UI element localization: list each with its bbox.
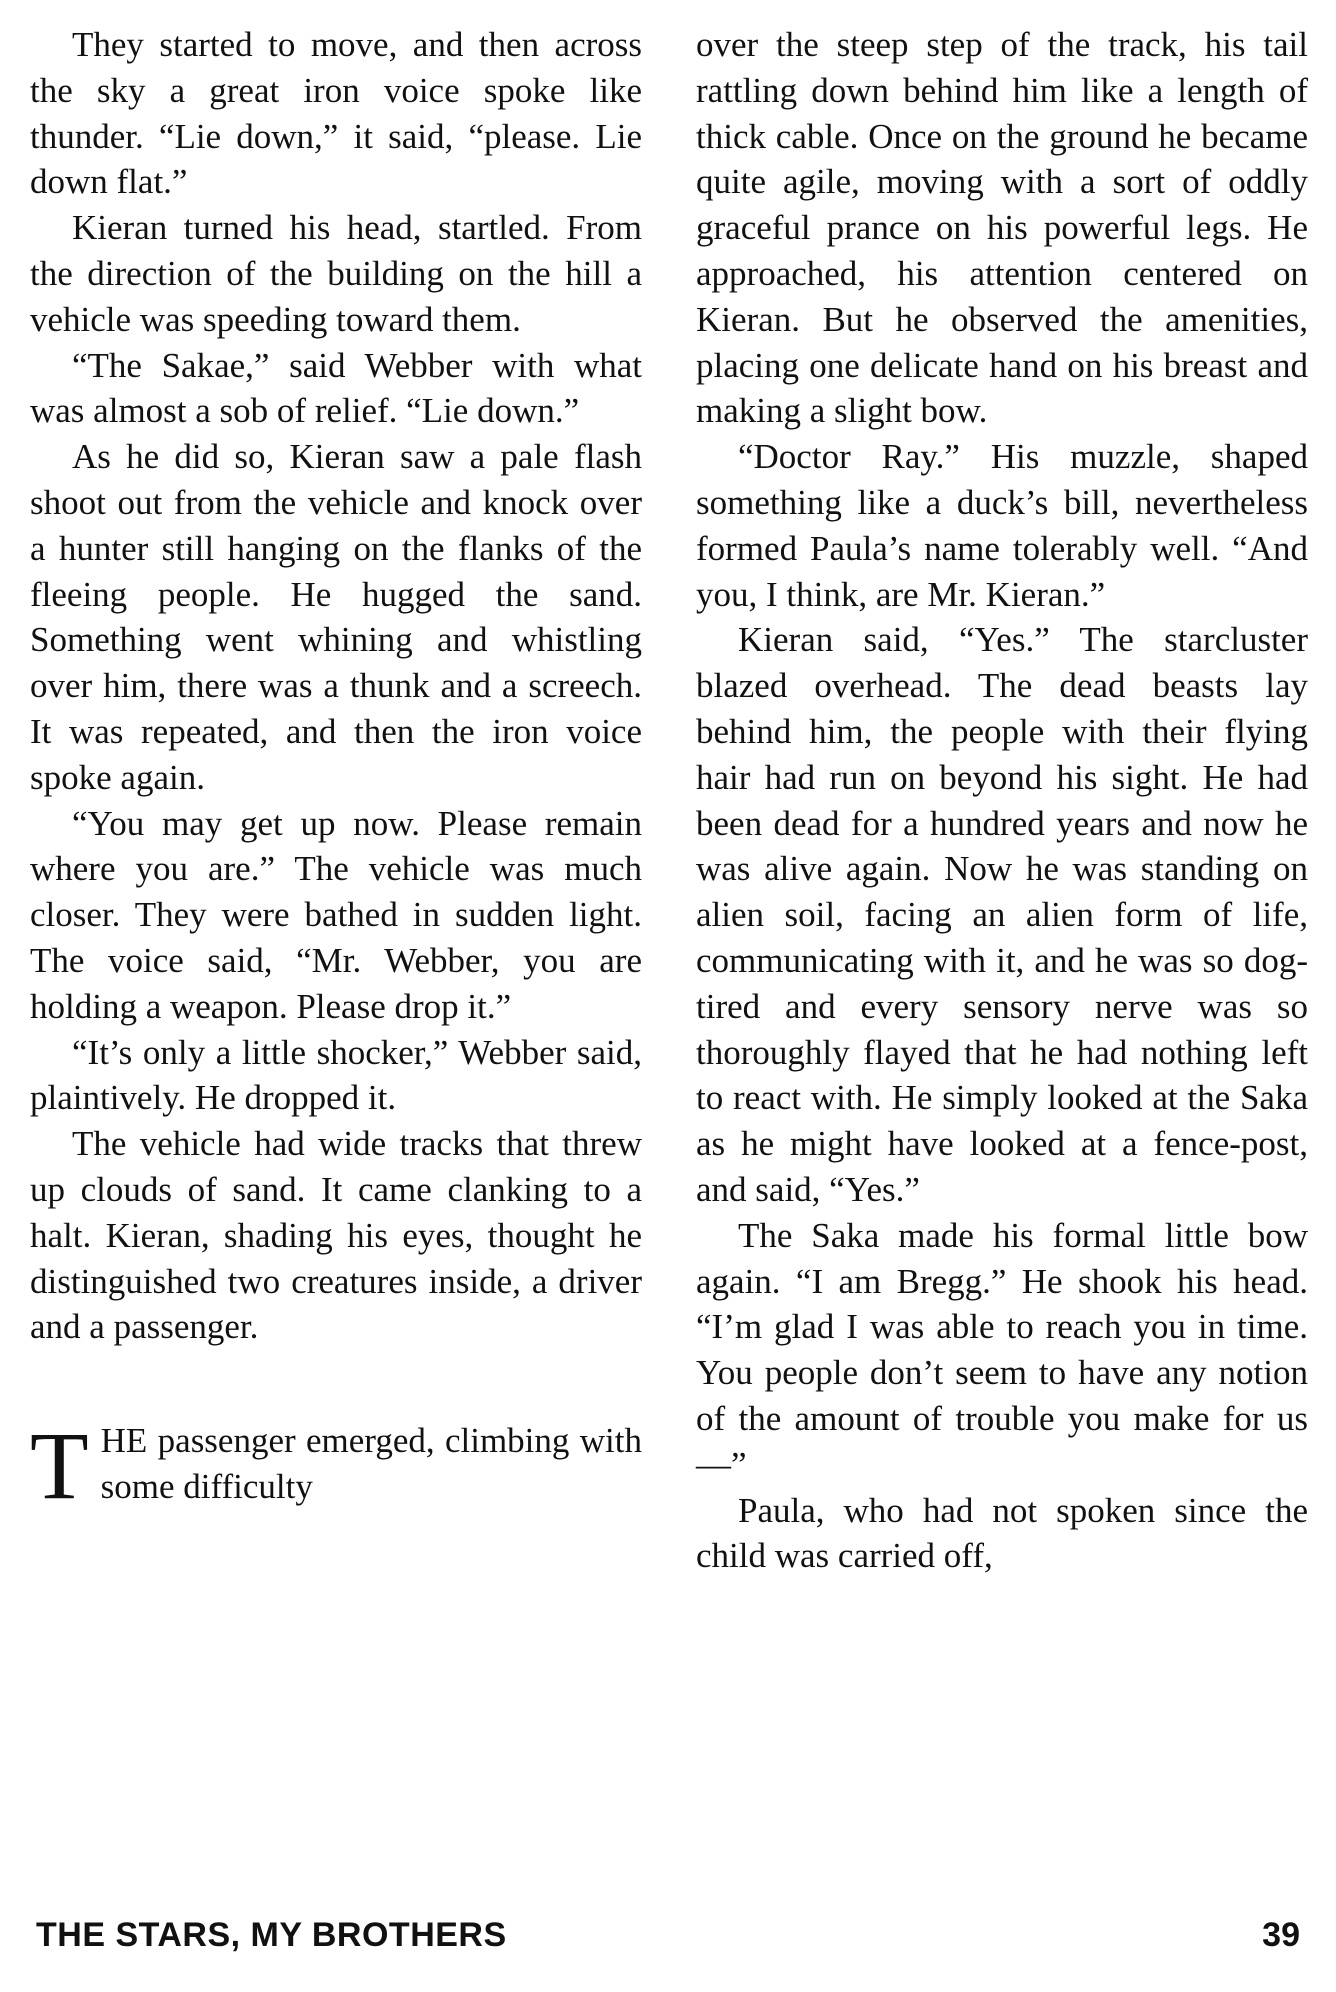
page-footer [36,1916,1300,1960]
paragraph: “You may get up now. Please remain where you are.” The vehicle was much closer. They were bathed in sudden light. The voice said, “Mr. Webber, you are holding a weapon. Please drop it.” [30,803,642,1026]
paragraph: “It’s only a little shocker,” Webber said, plaintively. He dropped it. [30,1032,642,1118]
paragraph: Kieran turned his head, startled. From the direction of the building on the hill a vehicle was speeding toward them. [30,208,642,339]
paragraph: “The Sakae,” said Webber with what was almost a sob of relief. “Lie down.” [30,345,642,431]
paragraph: Kieran said, “Yes.” The starcluster blazed overhead. The dead beasts lay behind him, the people with their flying hair had run on beyond his sight. He had been dead for a hundred years and now he was alive again. Now he was standing on alien soil, facing an alien form of life, communicating with it, and he was so dog-tired and every sensory nerve was so thoroughly flayed that he had nothing left to react with. He simply looked at the Saka as he might have looked at a fence-post, and said, “Yes.” [696,620,1308,1209]
paragraph-continued: over the steep step of the track, his tail rattling down behind him like a length of thick cable. Once on the ground he became quite agile, moving with a sort of oddly graceful prance on his powerful legs. He approached, his attention centered on Kieran. But he observed the amenities, placing one delicate hand on his breast and making a slight bow. [696,25,1308,431]
right-text-column [696,22,1308,1579]
section-opening-text: HE passenger emerged, climbing with some difficulty [100,1421,642,1506]
paragraph: They started to move, and then across the sky a great iron voice spoke like thunder. “Lie down,” it said, “please. Lie down flat.” [30,25,642,202]
paragraph: “Doctor Ray.” His muzzle, shaped something like a duck’s bill, nevertheless formed Paula’s name tolerably well. “And you, I think, are Mr. Kieran.” [696,437,1308,614]
drop-cap: T [30,1412,89,1520]
running-title: THE STARS, MY BROTHERS [36,1916,507,1954]
page-number: 39 [1262,1916,1300,1954]
paragraph: The vehicle had wide tracks that threw up clouds of sand. It came clanking to a halt. Kieran, shading his eyes, thought he distinguished two creatures inside, a driver and a passenger. [30,1124,642,1347]
paragraph: The Saka made his formal little bow again. “I am Bregg.” He shook his head. “I’m glad I was able to reach you in time. You people don’t seem to have any notion of the amount of trouble you make for us—” [696,1215,1308,1484]
section-opening-paragraph [30,1412,642,1520]
paragraph: Paula, who had not spoken since the child was carried off, [696,1490,1308,1576]
paragraph: As he did so, Kieran saw a pale flash shoot out from the vehicle and knock over a hunter still hanging on the flanks of the fleeing people. He hugged the sand. Something went whining and whistling over him, there was a thunk and a screech. It was repeated, and then the iron voice spoke again. [30,437,642,797]
left-text-column [30,22,642,1520]
